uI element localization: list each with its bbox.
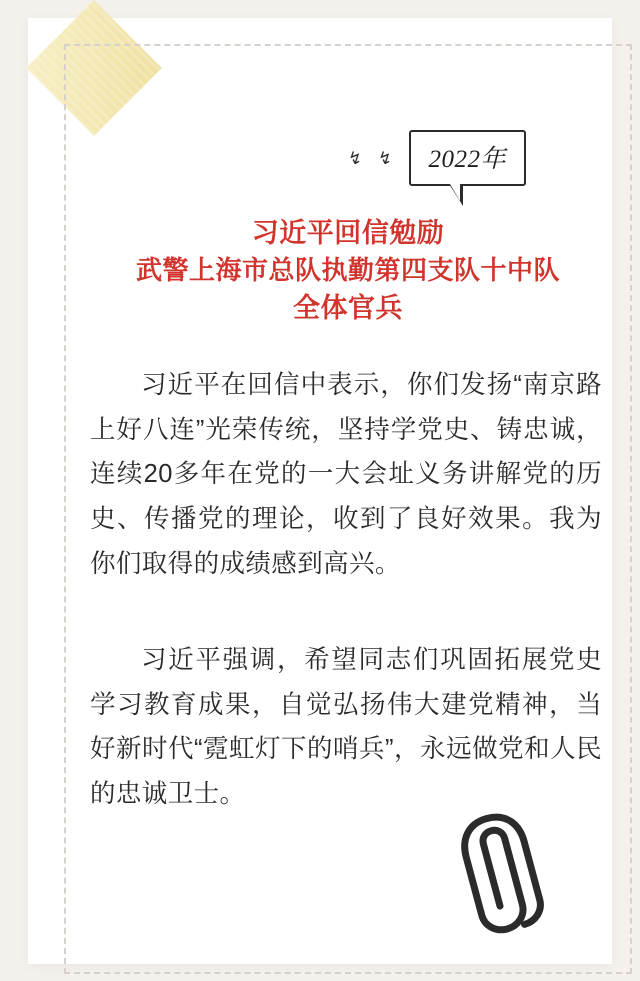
bubble-tail-inner: [450, 184, 460, 201]
paragraph: 习近平强调，希望同志们巩固拓展党史学习教育成果，自觉弘扬伟大建党精神，当好新时代“霓虹灯下的哨兵”，永远做党和人民的忠诚卫士。: [90, 646, 602, 808]
paragraph: 习近平在回信中表示，你们发扬“南京路上好八连”光荣传统，坚持学党史、铸忠诚，连续20多年在党的一大会址义务讲解党的历史、传播党的理论，收到了良好效果。我为你们取得的成绩感到高兴。: [90, 371, 602, 578]
document-card: [28, 18, 612, 964]
year-label: 2022年: [428, 146, 507, 173]
year-speech-bubble: [409, 130, 527, 186]
headline-line-3: 全体官兵: [293, 293, 403, 324]
year-badge-row: [348, 130, 526, 186]
headline-line-1: 习近平回信勉励: [251, 218, 445, 248]
washi-tape-decoration: [26, 0, 162, 136]
page-title: [88, 214, 608, 328]
curved-arrow-icon: ↯: [346, 147, 364, 169]
article-body: [90, 363, 602, 817]
headline-line-2: 武警上海市总队执勤第四支队十中队: [135, 255, 560, 286]
curved-arrow-icon: ↯: [376, 147, 394, 169]
